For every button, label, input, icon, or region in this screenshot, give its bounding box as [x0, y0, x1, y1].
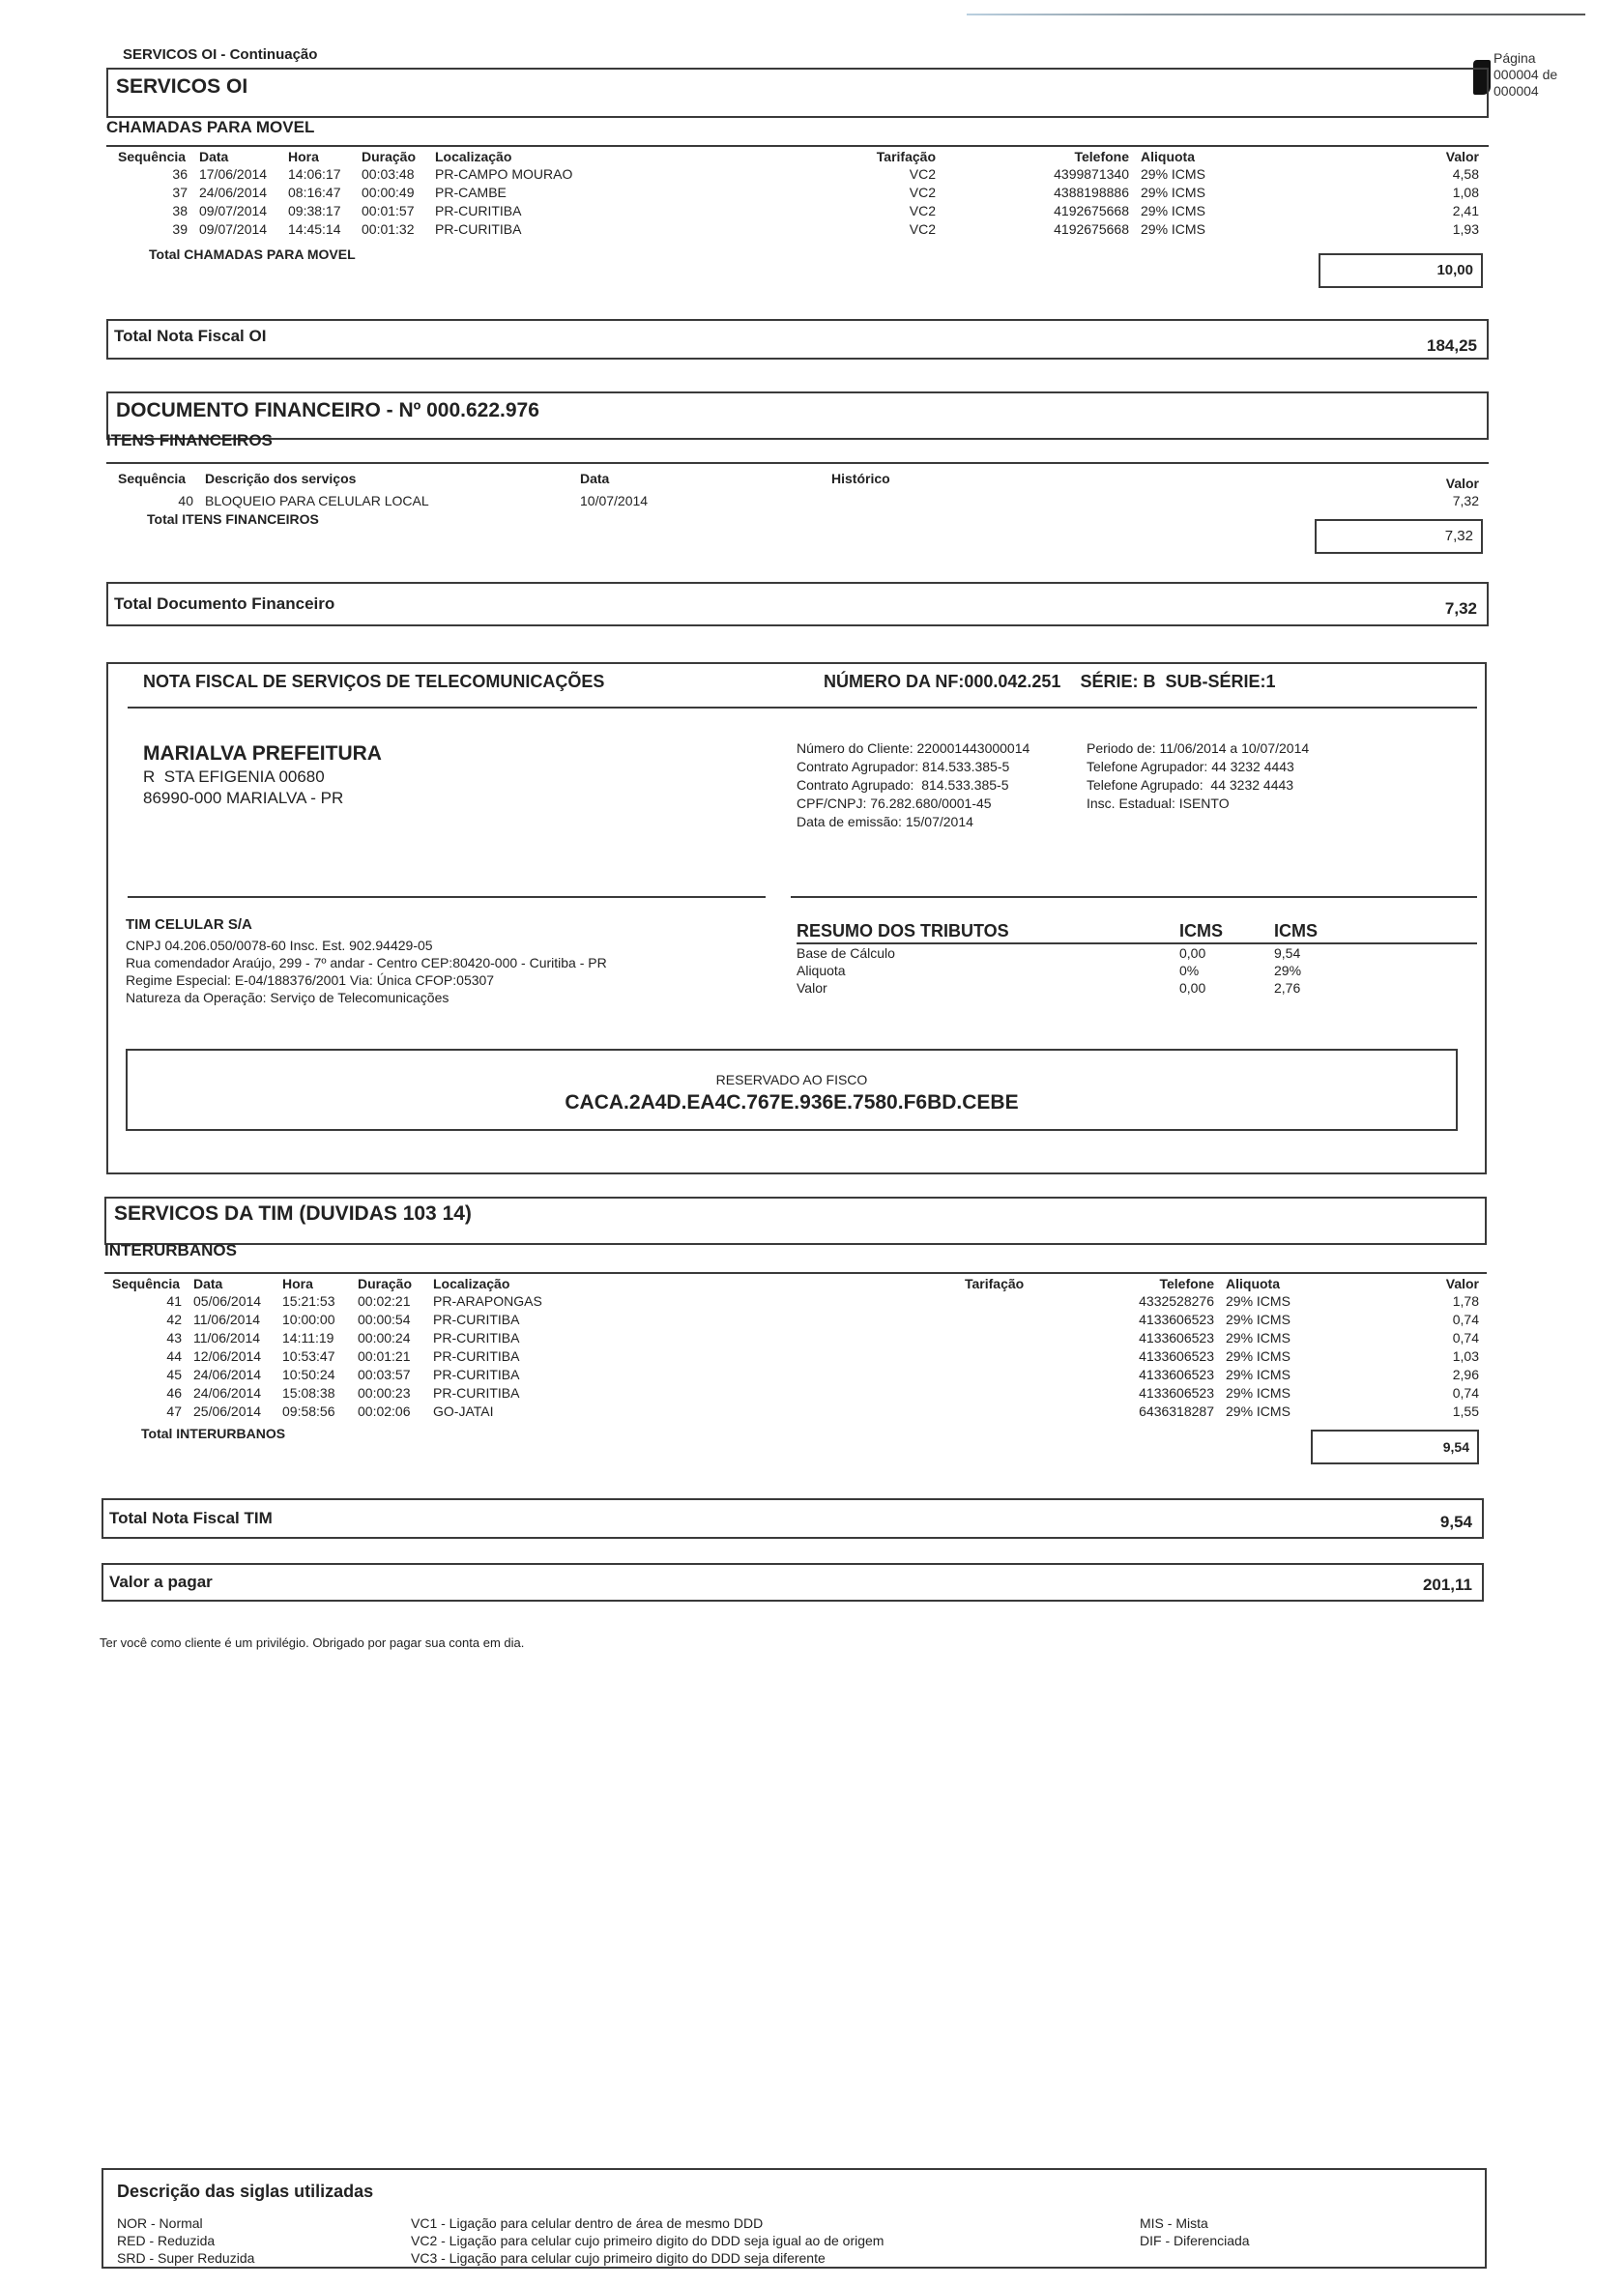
oi-nota-total-row — [106, 319, 1489, 360]
nf-info-left: Número do Cliente: 220001443000014 Contrato Agrupador: 814.533.385-5 Contrato Agrupado: 814.533.385-5 CPF/CNPJ: 76.282.680/0001-45 Data de emissão: 15/07/2014 — [797, 740, 1030, 829]
tributos-summary — [797, 919, 1477, 997]
oi-nota-total-label: Total Nota Fiscal OI — [114, 327, 267, 345]
provider-info: TIM CELULAR S/A CNPJ 04.206.050/0078-60 Insc. Est. 902.94429-05 Rua comendador Araújo, 299 - 7º andar - Centro CEP:80420-000 - Curitiba - PR Regime Especial: E-04/188376/2001 Via: Única CFOP:05307 Natureza da Operação: Serviço de Telecomunicações — [126, 913, 607, 1006]
financeiro-doc-total-value: 7,32 — [1444, 599, 1477, 618]
tim-section-title: SERVICOS DA TIM (DUVIDAS 103 14) — [114, 1202, 472, 1225]
provider-name: TIM CELULAR S/A — [126, 916, 252, 933]
tributos-title: RESUMO DOS TRIBUTOS — [797, 921, 1009, 940]
client-address-2: 86990-000 MARIALVA - PR — [143, 789, 344, 807]
fisco-code: CACA.2A4D.EA4C.767E.936E.7580.F6BD.CEBE — [565, 1091, 1019, 1114]
table-row: 37 24/06/2014 08:16:47 00:00:49 PR-CAMBE VC2 4388198886 29% ICMS 1,08 — [172, 185, 1479, 200]
client-info — [143, 741, 382, 809]
table-row: 36 17/06/2014 14:06:17 00:03:48 PR-CAMPO MOURAO VC2 4399871340 29% ICMS 4,58 — [172, 166, 1479, 182]
page-total: 000004 — [1494, 83, 1539, 99]
nf-subserie: SUB-SÉRIE:1 — [1165, 672, 1276, 691]
oi-calls-table — [112, 149, 1485, 239]
table-header: Sequência Data Hora Duração Localização Tarifação Telefone Aliquota Valor — [112, 1276, 1479, 1291]
oi-section-title: SERVICOS OI — [116, 75, 248, 98]
table-header: Sequência Data Hora Duração Localização Tarifação Telefone Aliquota Valor — [118, 149, 1479, 164]
tim-nota-total-label: Total Nota Fiscal TIM — [109, 1509, 273, 1527]
tim-section-header — [104, 1197, 1487, 1245]
oi-subsection-title: CHAMADAS PARA MOVEL — [106, 118, 315, 136]
reservado-fisco-box — [126, 1049, 1458, 1131]
oi-calls-total-label: Total CHAMADAS PARA MOVEL — [149, 246, 356, 262]
valor-pagar-row — [102, 1563, 1484, 1602]
footer-message: Ter você como cliente é um privilégio. Obrigado por pagar sua conta em dia. — [100, 1635, 525, 1650]
siglas-legend-box — [102, 2168, 1487, 2269]
divider — [106, 462, 1489, 464]
financeiro-title: DOCUMENTO FINANCEIRO - Nº 000.622.976 — [116, 399, 539, 421]
table-row: 44 12/06/2014 10:53:47 00:01:21 PR-CURITIBA 4133606523 29% ICMS 1,03 — [166, 1348, 1479, 1364]
legend-col-2: VC1 - Ligação para celular dentro de área de mesmo DDD VC2 - Ligação para celular cujo primeiro digito do DDD seja igual ao de origem VC3 - Ligação para celular cujo primeiro digito do DDD seja diferente — [411, 2215, 884, 2266]
oi-nota-total-value: 184,25 — [1427, 336, 1477, 355]
legend-col-3: MIS - Mista DIF - Diferenciada — [1140, 2215, 1250, 2248]
nf-title: NOTA FISCAL DE SERVIÇOS DE TELECOMUNICAÇÕES — [143, 672, 605, 691]
divider — [791, 896, 1477, 898]
financeiro-header — [106, 391, 1489, 440]
nf-serie: SÉRIE: B — [1080, 672, 1156, 691]
table-row: 47 25/06/2014 09:58:56 00:02:06 GO-JATAI 6436318287 29% ICMS 1,55 — [166, 1403, 1479, 1419]
divider — [128, 707, 1477, 709]
table-row: 40 BLOQUEIO PARA CELULAR LOCAL 10/07/2014 7,32 — [178, 493, 1479, 508]
table-row: 43 11/06/2014 14:11:19 00:00:24 PR-CURITIBA 4133606523 29% ICMS 0,74 — [166, 1330, 1479, 1346]
fisco-label: RESERVADO AO FISCO — [715, 1072, 868, 1087]
tributos-row: Base de Cálculo 0,00 9,54 — [797, 945, 1301, 961]
oi-calls-total-value: 10,00 — [1319, 253, 1483, 288]
legend-title: Descrição das siglas utilizadas — [117, 2182, 374, 2201]
continuation-title: SERVICOS OI - Continuação — [123, 46, 318, 63]
tim-calls-table — [106, 1276, 1485, 1421]
financeiro-doc-total-label: Total Documento Financeiro — [114, 594, 335, 613]
financeiro-table — [112, 466, 1485, 510]
tim-calls-total-label: Total INTERURBANOS — [141, 1426, 286, 1441]
table-row: 45 24/06/2014 10:50:24 00:03:57 PR-CURITIBA 4133606523 29% ICMS 2,96 — [166, 1367, 1479, 1382]
oi-section-header — [106, 68, 1489, 118]
table-row: 38 09/07/2014 09:38:17 00:01:57 PR-CURITIBA VC2 4192675668 29% ICMS 2,41 — [172, 203, 1479, 218]
nf-numero: NÚMERO DA NF:000.042.251 — [824, 672, 1061, 691]
client-name: MARIALVA PREFEITURA — [143, 742, 382, 765]
tim-subsection-title: INTERURBANOS — [104, 1241, 237, 1259]
tim-nota-total-value: 9,54 — [1439, 1513, 1472, 1531]
client-address-1: R STA EFIGENIA 00680 — [143, 767, 325, 786]
tim-calls-total-value: 9,54 — [1311, 1430, 1479, 1464]
tributos-row: Valor 0,00 2,76 — [797, 980, 1301, 996]
tim-nota-total-row — [102, 1498, 1484, 1539]
nf-info-right: Periodo de: 11/06/2014 a 10/07/2014 Telefone Agrupador: 44 3232 4443 Telefone Agrupado: 44 3232 4443 Insc. Estadual: ISENTO — [1087, 740, 1310, 811]
valor-pagar-label: Valor a pagar — [109, 1573, 213, 1591]
financeiro-items-total-label: Total ITENS FINANCEIROS — [147, 511, 319, 527]
table-row: 42 11/06/2014 10:00:00 00:00:54 PR-CURITIBA 4133606523 29% ICMS 0,74 — [166, 1312, 1479, 1327]
scan-top-line — [967, 14, 1585, 15]
page-current: 000004 de — [1494, 67, 1558, 82]
page-indicator — [1494, 50, 1557, 100]
financeiro-subsection-title: ITENS FINANCEIROS — [106, 431, 273, 449]
tributos-row: Aliquota 0% 29% — [797, 963, 1302, 978]
page-label: Página — [1494, 50, 1536, 66]
financeiro-items-total-value: 7,32 — [1315, 519, 1483, 554]
valor-pagar-value: 201,11 — [1422, 1576, 1472, 1594]
divider — [104, 1272, 1487, 1274]
financeiro-doc-total-row — [106, 582, 1489, 626]
nf-number-line — [824, 672, 1276, 692]
table-row: 46 24/06/2014 15:08:38 00:00:23 PR-CURITIBA 4133606523 29% ICMS 0,74 — [166, 1385, 1479, 1401]
table-row: 41 05/06/2014 15:21:53 00:02:21 PR-ARAPONGAS 4332528276 29% ICMS 1,78 — [166, 1293, 1479, 1309]
divider — [128, 896, 766, 898]
divider — [106, 145, 1489, 147]
table-row: 39 09/07/2014 14:45:14 00:01:32 PR-CURITIBA VC2 4192675668 29% ICMS 1,93 — [172, 221, 1479, 237]
table-header: Sequência Descrição dos serviços Data Histórico Valor — [118, 471, 1479, 491]
legend-col-1: NOR - Normal RED - Reduzida SRD - Super Reduzida — [117, 2215, 255, 2266]
tributos-header: RESUMO DOS TRIBUTOS ICMS ICMS — [797, 919, 1477, 944]
